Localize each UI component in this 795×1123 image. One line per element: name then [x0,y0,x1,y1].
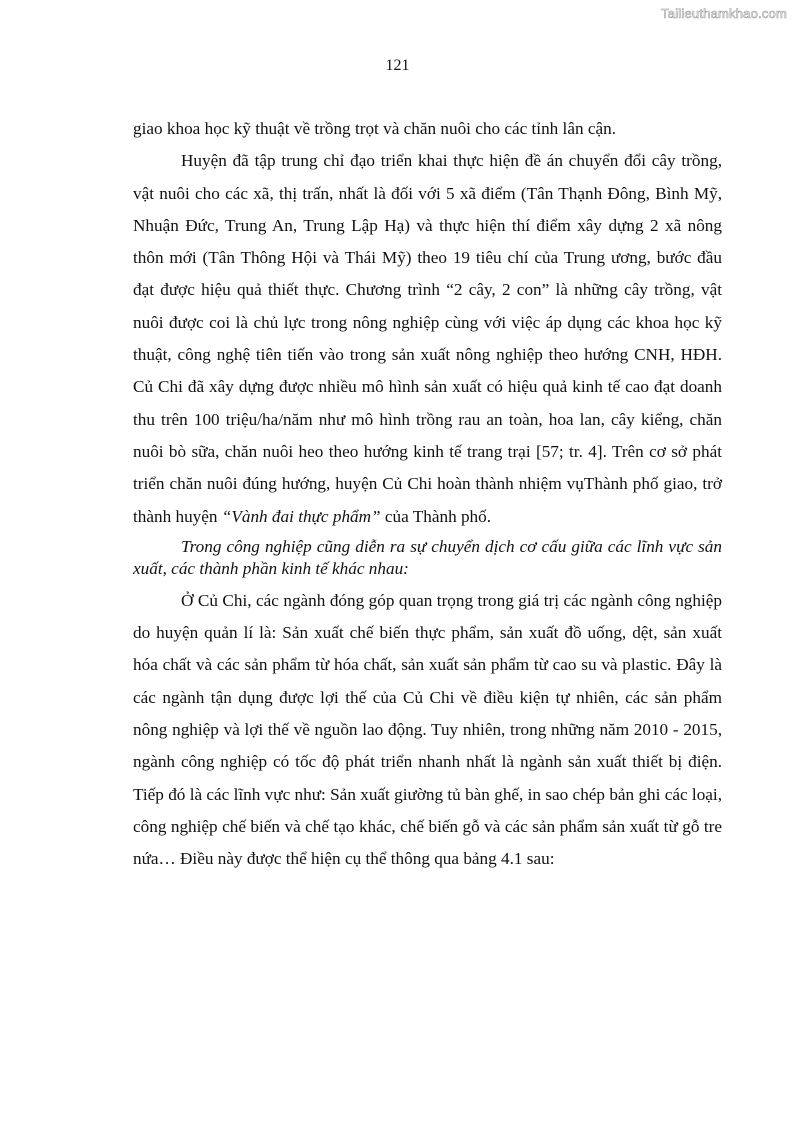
page-number: 121 [385,57,410,74]
paragraph-2-end: của Thành phố. [380,506,492,526]
paragraph-3-italic-heading: Trong công nghiệp cũng diễn ra sự chuyển dịch cơ cấu giữa các lĩnh vực sản xuất, các thành phần kinh tế khác nhau: [133,536,722,578]
document-body [133,113,722,876]
paragraph-4: Ở Củ Chi, các ngành đóng góp quan trọng trong giá trị các ngành công nghiệp do huyện quản lí là: Sản xuất chế biến thực phẩm, sản xuất đồ uống, dệt, sản xuất hóa chất và các sản phẩm từ hóa chất, sản xuất sản phẩm từ cao su và plastic. Đây là các ngành tận dụng được lợi thế của Củ Chi về điều kiện tự nhiên, các sản phẩm nông nghiệp và lợi thế về nguồn lao động. Tuy nhiên, trong những năm 2010 - 2015, ngành công nghiệp có tốc độ phát triển nhanh nhất là ngành sản xuất thiết bị điện. Tiếp đó là các lĩnh vực như: Sản xuất giường tủ bàn ghế, in sao chép bản ghi các loại, công nghiệp chế biến và chế tạo khác, chế biến gỗ và các sản phẩm sản xuất từ gỗ tre nứa… Điều này được thể hiện cụ thể thông qua bảng 4.1 sau: [133,590,722,869]
watermark-text: Tailieuthamkhao.com [661,6,787,21]
paragraph-2-italic: “Vành đai thực phẩm” [221,506,381,526]
paragraph-2 [133,145,722,533]
paragraph-2-text: Huyện đã tập trung chỉ đạo triển khai thực hiện đề án chuyển đổi cây trồng, vật nuôi cho các xã, thị trấn, nhất là đối với 5 xã điểm (Tân Thạnh Đông, Bình Mỹ, Nhuận Đức, Trung An, Trung Lập Hạ) và thực hiện thí điểm xây dựng 2 xã nông thôn mới (Tân Thông Hội và Thái Mỹ) theo 19 tiêu chí của Trung ương, bước đầu đạt được hiệu quả thiết thực. Chương trình “2 cây, 2 con” là những cây trồng, vật nuôi được coi là chủ lực trong nông nghiệp cùng với việc áp dụng các khoa học kỹ thuật, công nghệ tiên tiến vào trong sản xuất nông nghiệp theo hướng CNH, HĐH. Củ Chi đã xây dựng được nhiều mô hình sản xuất có hiệu quả kinh tế cao đạt doanh thu trên 100 triệu/ha/năm như mô hình trồng rau an toàn, hoa lan, cây kiểng, chăn nuôi bò sữa, chăn nuôi heo theo hướng kinh tế trang trại [57; tr. 4]. Trên cơ sở phát triển chăn nuôi đúng hướng, huyện Củ Chi hoàn thành nhiệm vụThành phố giao, trở thành huyện [133,151,722,526]
paragraph-1: giao khoa học kỹ thuật về trồng trọt và chăn nuôi cho các tỉnh lân cận. [133,119,617,138]
